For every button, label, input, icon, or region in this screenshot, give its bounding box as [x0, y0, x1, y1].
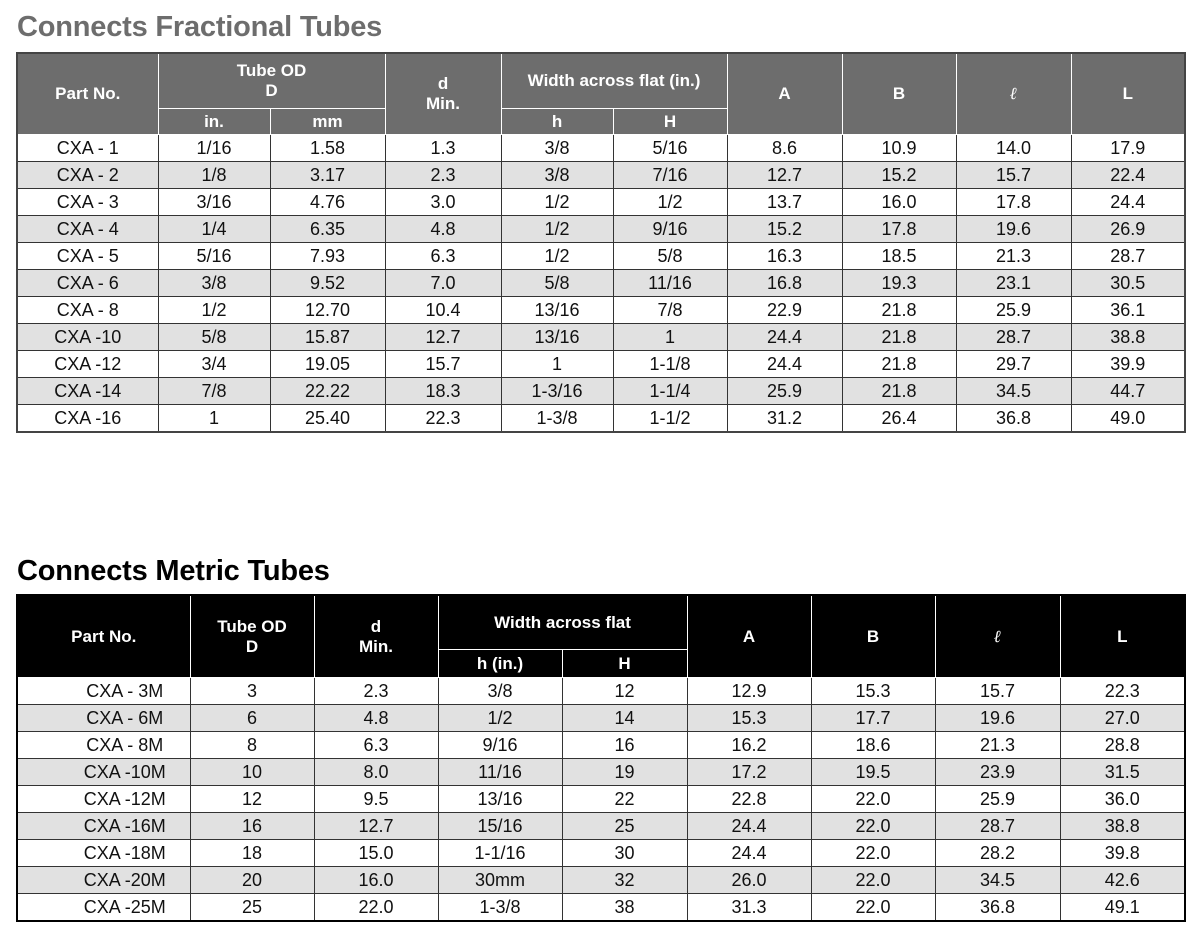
cell-L: 49.1: [1060, 894, 1185, 922]
cell-d-min: 6.3: [314, 732, 438, 759]
cell-A: 15.3: [687, 705, 811, 732]
cell-B: 21.8: [842, 378, 956, 405]
cell-l-small: 21.3: [956, 243, 1071, 270]
cell-part-no: CXA - 4: [17, 216, 158, 243]
header-d-min: [314, 595, 438, 678]
cell-part-no: CXA - 2: [17, 162, 158, 189]
cell-part-no: CXA -14: [17, 378, 158, 405]
cell-L: 28.7: [1071, 243, 1185, 270]
cell-h: 1: [501, 351, 613, 378]
table-row: [17, 378, 1185, 405]
table-row: [17, 786, 1185, 813]
cell-tube-od-in: 1/16: [158, 135, 270, 162]
cell-l-small: 25.9: [935, 786, 1060, 813]
cell-part-no: CXA - 6: [17, 270, 158, 297]
cell-h-in: 3/8: [438, 678, 562, 705]
cell-tube-od-mm: 1.58: [270, 135, 385, 162]
cell-d-min: 10.4: [385, 297, 501, 324]
cell-d-min: 3.0: [385, 189, 501, 216]
cell-tube-od-mm: 9.52: [270, 270, 385, 297]
cell-B: 17.7: [811, 705, 935, 732]
cell-d-min: 6.3: [385, 243, 501, 270]
cell-l-small: 34.5: [956, 378, 1071, 405]
cell-H: 1-1/2: [613, 405, 727, 433]
cell-A: 15.2: [727, 216, 842, 243]
cell-tube-od: 18: [190, 840, 314, 867]
table-row: [17, 243, 1185, 270]
cell-H: 1-1/8: [613, 351, 727, 378]
cell-B: 21.8: [842, 351, 956, 378]
cell-L: 17.9: [1071, 135, 1185, 162]
fractional-table-body: [17, 135, 1185, 433]
cell-l-small: 19.6: [956, 216, 1071, 243]
cell-part-no: CXA -16: [17, 405, 158, 433]
cell-tube-od-in: 7/8: [158, 378, 270, 405]
cell-d-min: 22.3: [385, 405, 501, 433]
cell-h-in: 1-3/8: [438, 894, 562, 922]
cell-part-no: CXA -12M: [17, 786, 190, 813]
cell-l-small: 17.8: [956, 189, 1071, 216]
cell-A: 22.8: [687, 786, 811, 813]
cell-B: 26.4: [842, 405, 956, 433]
cell-B: 22.0: [811, 813, 935, 840]
cell-H: 9/16: [613, 216, 727, 243]
cell-part-no: CXA -16M: [17, 813, 190, 840]
cell-H: 30: [562, 840, 687, 867]
cell-l-small: 23.9: [935, 759, 1060, 786]
cell-part-no: CXA - 3: [17, 189, 158, 216]
cell-B: 16.0: [842, 189, 956, 216]
cell-H: 14: [562, 705, 687, 732]
header-a: A: [687, 595, 811, 678]
cell-part-no: CXA - 8: [17, 297, 158, 324]
cell-d-min: 8.0: [314, 759, 438, 786]
header-h-small: h: [501, 109, 613, 135]
cell-l-small: 15.7: [935, 678, 1060, 705]
cell-h-in: 15/16: [438, 813, 562, 840]
table-row: [17, 297, 1185, 324]
cell-B: 15.2: [842, 162, 956, 189]
cell-tube-od: 20: [190, 867, 314, 894]
table-row: [17, 678, 1185, 705]
cell-d-min: 12.7: [314, 813, 438, 840]
cell-d-min: 15.7: [385, 351, 501, 378]
cell-H: 16: [562, 732, 687, 759]
header-tube-od-symbol: D: [265, 81, 278, 100]
cell-l-small: 34.5: [935, 867, 1060, 894]
table-row: [17, 351, 1185, 378]
header-tube-od-symbol: D: [245, 636, 259, 656]
cell-B: 22.0: [811, 786, 935, 813]
table-row: [17, 135, 1185, 162]
table-row: [17, 405, 1185, 433]
cell-tube-od-in: 1/2: [158, 297, 270, 324]
table-row: [17, 867, 1185, 894]
cell-B: 17.8: [842, 216, 956, 243]
cell-L: 36.1: [1071, 297, 1185, 324]
cell-d-min: 16.0: [314, 867, 438, 894]
metric-table-body: [17, 678, 1185, 922]
cell-A: 24.4: [687, 813, 811, 840]
cell-tube-od: 16: [190, 813, 314, 840]
header-b: B: [842, 53, 956, 135]
cell-h: 1-3/8: [501, 405, 613, 433]
cell-A: 31.3: [687, 894, 811, 922]
cell-A: 25.9: [727, 378, 842, 405]
cell-d-min: 18.3: [385, 378, 501, 405]
cell-l-small: 36.8: [935, 894, 1060, 922]
cell-A: 8.6: [727, 135, 842, 162]
cell-tube-od: 12: [190, 786, 314, 813]
cell-d-min: 1.3: [385, 135, 501, 162]
cell-l-small: 28.7: [935, 813, 1060, 840]
header-l-large: L: [1071, 53, 1185, 135]
header-tube-od: [158, 53, 385, 109]
cell-part-no: CXA -18M: [17, 840, 190, 867]
cell-tube-od: 3: [190, 678, 314, 705]
cell-l-small: 28.7: [956, 324, 1071, 351]
cell-part-no: CXA -10M: [17, 759, 190, 786]
table-row: [17, 732, 1185, 759]
cell-h: 1/2: [501, 189, 613, 216]
cell-H: 11/16: [613, 270, 727, 297]
cell-part-no: CXA -25M: [17, 894, 190, 922]
fractional-tubes-table: [16, 52, 1186, 433]
header-h-large: H: [562, 650, 687, 678]
cell-L: 38.8: [1071, 324, 1185, 351]
cell-L: 24.4: [1071, 189, 1185, 216]
header-d-sub: Min.: [426, 94, 461, 113]
cell-H: 22: [562, 786, 687, 813]
cell-H: 1/2: [613, 189, 727, 216]
cell-tube-od-mm: 25.40: [270, 405, 385, 433]
cell-H: 7/16: [613, 162, 727, 189]
cell-A: 17.2: [687, 759, 811, 786]
cell-B: 19.5: [811, 759, 935, 786]
header-in: in.: [158, 109, 270, 135]
cell-L: 38.8: [1060, 813, 1185, 840]
cell-L: 28.8: [1060, 732, 1185, 759]
cell-tube-od-in: 3/4: [158, 351, 270, 378]
cell-H: 5/8: [613, 243, 727, 270]
cell-tube-od-mm: 15.87: [270, 324, 385, 351]
cell-h-in: 1/2: [438, 705, 562, 732]
header-h-large: H: [613, 109, 727, 135]
cell-A: 22.9: [727, 297, 842, 324]
cell-L: 44.7: [1071, 378, 1185, 405]
cell-tube-od-in: 3/16: [158, 189, 270, 216]
header-mm: mm: [270, 109, 385, 135]
cell-part-no: CXA - 3M: [17, 678, 190, 705]
cell-L: 39.9: [1071, 351, 1185, 378]
cell-B: 10.9: [842, 135, 956, 162]
cell-H: 7/8: [613, 297, 727, 324]
header-a: A: [727, 53, 842, 135]
cell-L: 39.8: [1060, 840, 1185, 867]
cell-l-small: 36.8: [956, 405, 1071, 433]
cell-d-min: 9.5: [314, 786, 438, 813]
cell-B: 22.0: [811, 894, 935, 922]
cell-L: 22.4: [1071, 162, 1185, 189]
header-tube-od-label: Tube OD: [236, 61, 307, 80]
cell-B: 19.3: [842, 270, 956, 297]
cell-B: 21.8: [842, 324, 956, 351]
cell-l-small: 23.1: [956, 270, 1071, 297]
cell-tube-od-mm: 3.17: [270, 162, 385, 189]
cell-l-small: 21.3: [935, 732, 1060, 759]
cell-h: 1-3/16: [501, 378, 613, 405]
table-row: [17, 705, 1185, 732]
header-l-large: L: [1060, 595, 1185, 678]
cell-l-small: 25.9: [956, 297, 1071, 324]
cell-H: 1: [613, 324, 727, 351]
cell-part-no: CXA -20M: [17, 867, 190, 894]
cell-A: 16.8: [727, 270, 842, 297]
cell-h-in: 9/16: [438, 732, 562, 759]
cell-H: 38: [562, 894, 687, 922]
header-width-across-flat: Width across flat: [438, 595, 687, 650]
cell-L: 42.6: [1060, 867, 1185, 894]
metric-table-title: Connects Metric Tubes: [17, 555, 330, 587]
cell-B: 21.8: [842, 297, 956, 324]
header-h-small: h (in.): [438, 650, 562, 678]
cell-A: 16.2: [687, 732, 811, 759]
cell-tube-od-mm: 12.70: [270, 297, 385, 324]
cell-L: 49.0: [1071, 405, 1185, 433]
header-tube-od-label: Tube OD: [217, 616, 287, 636]
metric-tubes-table: [16, 594, 1186, 922]
header-l-small: ℓ: [956, 53, 1071, 135]
header-part-no: Part No.: [17, 53, 158, 135]
table-row: [17, 270, 1185, 297]
cell-L: 30.5: [1071, 270, 1185, 297]
header-d-label: d: [437, 74, 449, 93]
cell-h: 13/16: [501, 297, 613, 324]
cell-A: 26.0: [687, 867, 811, 894]
cell-A: 13.7: [727, 189, 842, 216]
cell-tube-od: 25: [190, 894, 314, 922]
cell-h: 1/2: [501, 243, 613, 270]
cell-tube-od-in: 1/4: [158, 216, 270, 243]
cell-h: 3/8: [501, 135, 613, 162]
cell-part-no: CXA - 5: [17, 243, 158, 270]
cell-tube-od-in: 1/8: [158, 162, 270, 189]
cell-d-min: 12.7: [385, 324, 501, 351]
cell-L: 27.0: [1060, 705, 1185, 732]
cell-H: 1-1/4: [613, 378, 727, 405]
cell-tube-od-mm: 22.22: [270, 378, 385, 405]
cell-A: 16.3: [727, 243, 842, 270]
cell-tube-od: 8: [190, 732, 314, 759]
cell-l-small: 15.7: [956, 162, 1071, 189]
cell-H: 32: [562, 867, 687, 894]
cell-tube-od-mm: 7.93: [270, 243, 385, 270]
cell-A: 12.7: [727, 162, 842, 189]
cell-d-min: 7.0: [385, 270, 501, 297]
cell-d-min: 4.8: [314, 705, 438, 732]
table-row: [17, 894, 1185, 922]
header-width-across-flat: Width across flat (in.): [501, 53, 727, 109]
cell-B: 15.3: [811, 678, 935, 705]
cell-l-small: 19.6: [935, 705, 1060, 732]
cell-A: 24.4: [727, 324, 842, 351]
table-row: [17, 324, 1185, 351]
cell-A: 24.4: [727, 351, 842, 378]
header-d-label: d: [370, 616, 382, 636]
table-row: [17, 216, 1185, 243]
cell-tube-od-mm: 6.35: [270, 216, 385, 243]
cell-tube-od-in: 1: [158, 405, 270, 433]
header-l-small: ℓ: [935, 595, 1060, 678]
cell-d-min: 4.8: [385, 216, 501, 243]
header-b: B: [811, 595, 935, 678]
cell-part-no: CXA -10: [17, 324, 158, 351]
cell-L: 36.0: [1060, 786, 1185, 813]
cell-H: 5/16: [613, 135, 727, 162]
cell-H: 12: [562, 678, 687, 705]
cell-tube-od-mm: 4.76: [270, 189, 385, 216]
cell-B: 22.0: [811, 867, 935, 894]
header-d-sub: Min.: [359, 636, 393, 656]
cell-l-small: 29.7: [956, 351, 1071, 378]
cell-h-in: 13/16: [438, 786, 562, 813]
cell-h: 13/16: [501, 324, 613, 351]
cell-d-min: 2.3: [314, 678, 438, 705]
header-tube-od: [190, 595, 314, 678]
cell-tube-od-in: 5/8: [158, 324, 270, 351]
header-part-no: Part No.: [17, 595, 190, 678]
cell-part-no: CXA - 8M: [17, 732, 190, 759]
cell-h: 1/2: [501, 216, 613, 243]
cell-L: 22.3: [1060, 678, 1185, 705]
cell-tube-od-mm: 19.05: [270, 351, 385, 378]
cell-h-in: 1-1/16: [438, 840, 562, 867]
cell-tube-od: 6: [190, 705, 314, 732]
cell-B: 18.5: [842, 243, 956, 270]
cell-part-no: CXA -12: [17, 351, 158, 378]
cell-tube-od-in: 3/8: [158, 270, 270, 297]
cell-l-small: 14.0: [956, 135, 1071, 162]
table-row: [17, 162, 1185, 189]
cell-B: 18.6: [811, 732, 935, 759]
cell-tube-od: 10: [190, 759, 314, 786]
cell-A: 12.9: [687, 678, 811, 705]
fractional-table-title: Connects Fractional Tubes: [17, 11, 383, 43]
cell-L: 31.5: [1060, 759, 1185, 786]
cell-h-in: 11/16: [438, 759, 562, 786]
cell-tube-od-in: 5/16: [158, 243, 270, 270]
cell-d-min: 22.0: [314, 894, 438, 922]
table-row: [17, 840, 1185, 867]
cell-B: 22.0: [811, 840, 935, 867]
cell-l-small: 28.2: [935, 840, 1060, 867]
table-row: [17, 813, 1185, 840]
cell-d-min: 15.0: [314, 840, 438, 867]
cell-h-in: 30mm: [438, 867, 562, 894]
cell-A: 31.2: [727, 405, 842, 433]
cell-part-no: CXA - 6M: [17, 705, 190, 732]
cell-h: 5/8: [501, 270, 613, 297]
header-d-min: [385, 53, 501, 135]
cell-h: 3/8: [501, 162, 613, 189]
cell-H: 25: [562, 813, 687, 840]
cell-H: 19: [562, 759, 687, 786]
table-row: [17, 189, 1185, 216]
table-row: [17, 759, 1185, 786]
cell-L: 26.9: [1071, 216, 1185, 243]
cell-A: 24.4: [687, 840, 811, 867]
cell-part-no: CXA - 1: [17, 135, 158, 162]
cell-d-min: 2.3: [385, 162, 501, 189]
